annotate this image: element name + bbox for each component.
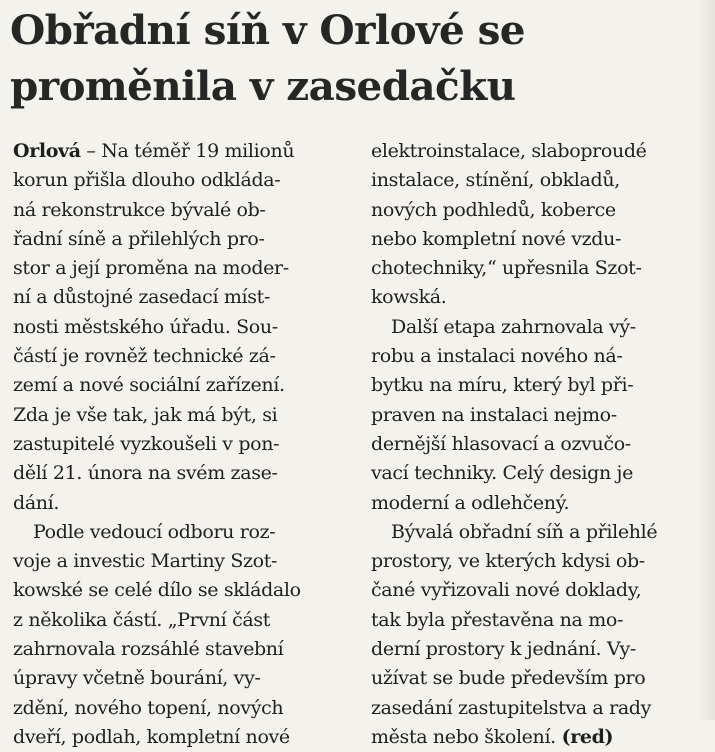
paragraph-2-continued-line: kowská. <box>371 286 447 309</box>
article-column-right <box>371 137 706 752</box>
page-edge-shadow <box>697 0 715 720</box>
paragraph-4-line: Bývalá obřadní síň a přilehlé <box>391 520 658 543</box>
paragraph-1-line: stor a její proměna na moder- <box>13 257 289 280</box>
paragraph-3-line: robu a instalaci nového ná- <box>371 345 623 368</box>
paragraph-1-line <box>13 137 353 166</box>
paragraph-3-line: bytku na míru, který byl při- <box>371 374 634 397</box>
paragraph-1-line: ná rekonstrukce bývalé ob- <box>13 198 266 221</box>
article-column-left <box>13 137 353 752</box>
paragraph-4-line: užívat se bude především pro <box>371 667 646 690</box>
headline-line-1: Obřadní síň v Orlové se <box>10 6 525 54</box>
paragraph-1-line: dělí 21. února na svém zase- <box>13 462 278 485</box>
paragraph-4-line: zasedání zastupitelstva a rady <box>371 696 651 719</box>
paragraph-2-line: voje a investic Martiny Szot- <box>13 550 278 573</box>
paragraph-4-line: čané vyřizovali nové doklady, <box>371 579 642 602</box>
paragraph-3-line: Další etapa zahrnovala vý- <box>391 315 636 338</box>
paragraph-2-line: Podle vedoucí odboru roz- <box>33 520 276 543</box>
paragraph-4-last-line-text: města nebo školení. <box>371 725 562 748</box>
paragraph-2-line: zdění, nového topení, nových <box>13 696 284 719</box>
paragraph-1-line: Zda je vše tak, jak má být, si <box>13 403 278 426</box>
paragraph-3-line: dernější hlasovací a ozvučo- <box>371 432 631 455</box>
headline-line-2: proměnila v zasedačku <box>10 62 516 110</box>
headline <box>10 2 700 114</box>
paragraph-2-line: kowské se celé dílo se skládalo <box>13 579 301 602</box>
paragraph-2-continued-line: instalace, stínění, obkladů, <box>371 169 620 192</box>
paragraph-1-line: zemí a nové sociální zařízení. <box>13 374 285 397</box>
location-label: Orlová <box>13 140 81 162</box>
paragraph-2-continued-line: nebo kompletní nové vzdu- <box>371 227 622 250</box>
paragraph-2-line: z několika částí. „První část <box>13 608 271 631</box>
paragraph-1-line: řadní síně a přilehlých pro- <box>13 227 265 250</box>
paragraph-1-line: ní a důstojné zasedací míst- <box>13 286 271 309</box>
paragraph-4-line: tak byla přestavěna na mo- <box>371 608 624 631</box>
paragraph-4-line: prostory, ve kterých kdysi ob- <box>371 550 645 573</box>
author-byline: (red) <box>561 725 614 748</box>
paragraph-1-line: dání. <box>13 491 60 514</box>
paragraph-3-line: vací techniky. Celý design je <box>371 462 633 485</box>
paragraph-2-continued-line: chotechniky,“ upřesnila Szot- <box>371 257 642 280</box>
paragraph-2-line: dveří, podlah, kompletní nové <box>13 725 290 748</box>
paragraph-2-continued-line: nových podhledů, koberce <box>371 198 616 221</box>
paragraph-4-last-line <box>371 723 706 752</box>
paragraph-3-line: praven na instalaci nejmo- <box>371 403 617 426</box>
paragraph-2-line: zahrnovala rozsáhlé stavební <box>13 638 284 661</box>
paragraph-2-line: úpravy včetně bourání, vy- <box>13 667 261 690</box>
paragraph-1-line: částí je rovněž technické zá- <box>13 345 276 368</box>
paragraph-1-line: korun přišla dlouho odkláda- <box>13 169 281 192</box>
paragraph-1-line: nosti městského úřadu. Sou- <box>13 315 278 338</box>
paragraph-2-continued-line: elektroinstalace, slaboproudé <box>371 140 647 162</box>
paragraph-3-line: moderní a odlehčený. <box>371 491 570 514</box>
paragraph-1-first-line-text: – Na téměř 19 milionů <box>80 140 295 162</box>
paragraph-1-line: zastupitelé vyzkoušeli v pon- <box>13 432 280 455</box>
paragraph-4-line: derní prostory k jednání. Vy- <box>371 638 636 661</box>
